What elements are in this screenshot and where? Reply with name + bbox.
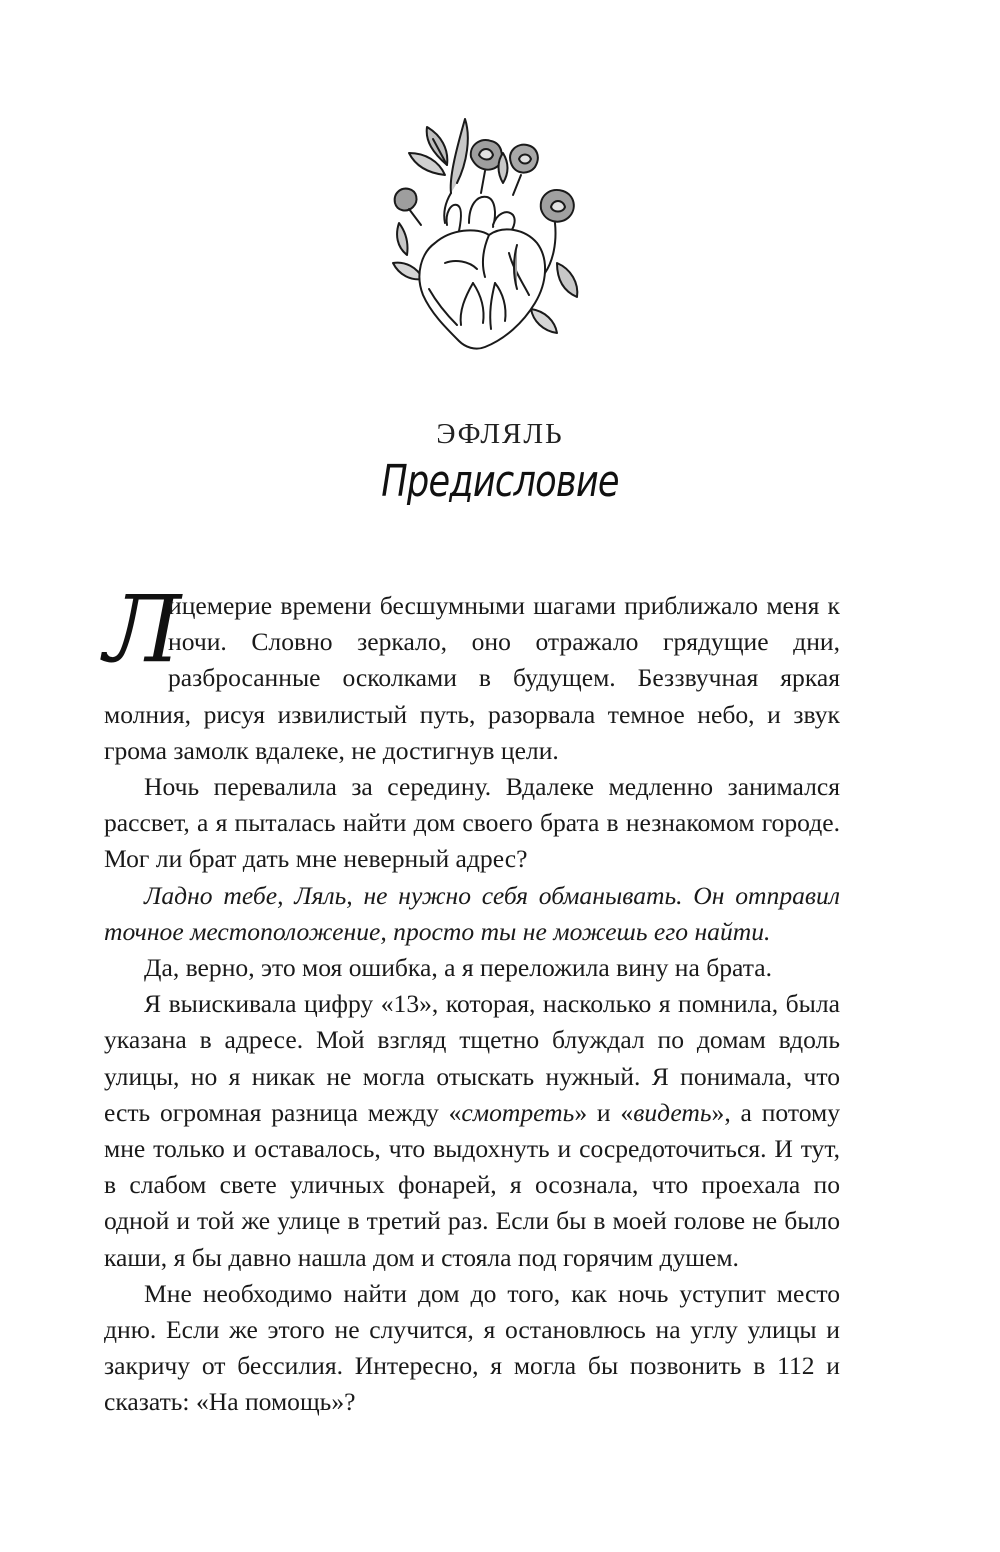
leaf-icon — [531, 309, 557, 333]
chapter-author-label: ЭФЛЯЛЬ — [436, 418, 564, 450]
body-text — [104, 576, 840, 1421]
rose-icon — [395, 189, 421, 225]
leaf-icon — [557, 263, 577, 297]
chapter-title: Предисловие — [381, 456, 619, 507]
rose-icon — [541, 190, 574, 273]
inner-thought-text: Ладно тебе, Ляль, не нужно себя обманывать. Он отправил точное местоположение, просто ты не можешь его найти. — [104, 880, 840, 946]
paragraph-1 — [104, 576, 840, 769]
paragraph-5 — [104, 986, 840, 1276]
rose-icon — [510, 145, 538, 195]
paragraph-1-text: ицемерие времени бесшумными шагами приближало меня к ночи. Словно зеркало, оно отражало грядущие дни, разбросанные осколками в будущем. Беззвучная яркая молния, рисуя извилистый путь, разорвала темное небо, и звук грома замолк вдалеке, не достигнув цели. — [104, 591, 840, 765]
paragraph-6: Мне необходимо найти дом до того, как ночь уступит место дню. Если же этого не случится, я остановлюсь на углу улицы и закричу от бессилия. Интересно, я могла бы позвонить в 112 и сказать: «На помощь»? — [104, 1278, 840, 1417]
paragraph-2: Ночь перевалила за середину. Вдалеке медленно занимался рассвет, а я пыталась найти дом своего брата в незнакомом городе. Мог ли брат дать мне неверный адрес? — [104, 772, 840, 874]
emphasis-see: видеть — [633, 1097, 712, 1127]
paragraph-5-part-c: », а потому мне только и оставалось, что выдохнуть и сосредоточиться. И тут, в слабом свете уличных фонарей, я осознала, что проехала по одной и той же улице в третий раз. Если бы в моей голове не было каши, я бы давно нашла дом и стояла под горячим душем. — [104, 1097, 840, 1272]
paragraph-5-part-a: Я выискивала цифру «13», которая, насколько я помнила, была указана в адресе. Мой взгляд тщетно блуждал по домам вдоль улицы, но я никак не могла отыскать нужный. Я понимала, что есть огромная разница между « — [104, 989, 840, 1127]
paragraph-4: Да, верно, это моя ошибка, а я переложила вину на брата. — [144, 953, 773, 983]
paragraph-3-italic — [104, 878, 840, 950]
drop-cap: Л — [104, 576, 181, 683]
leaf-icon — [397, 223, 407, 255]
leaf-icon — [499, 153, 508, 183]
paragraph-5-part-b: » и « — [574, 1097, 634, 1127]
heart-with-flowers-illustration — [385, 113, 585, 358]
emphasis-look: смотреть — [461, 1097, 575, 1127]
rose-icon — [471, 140, 502, 193]
